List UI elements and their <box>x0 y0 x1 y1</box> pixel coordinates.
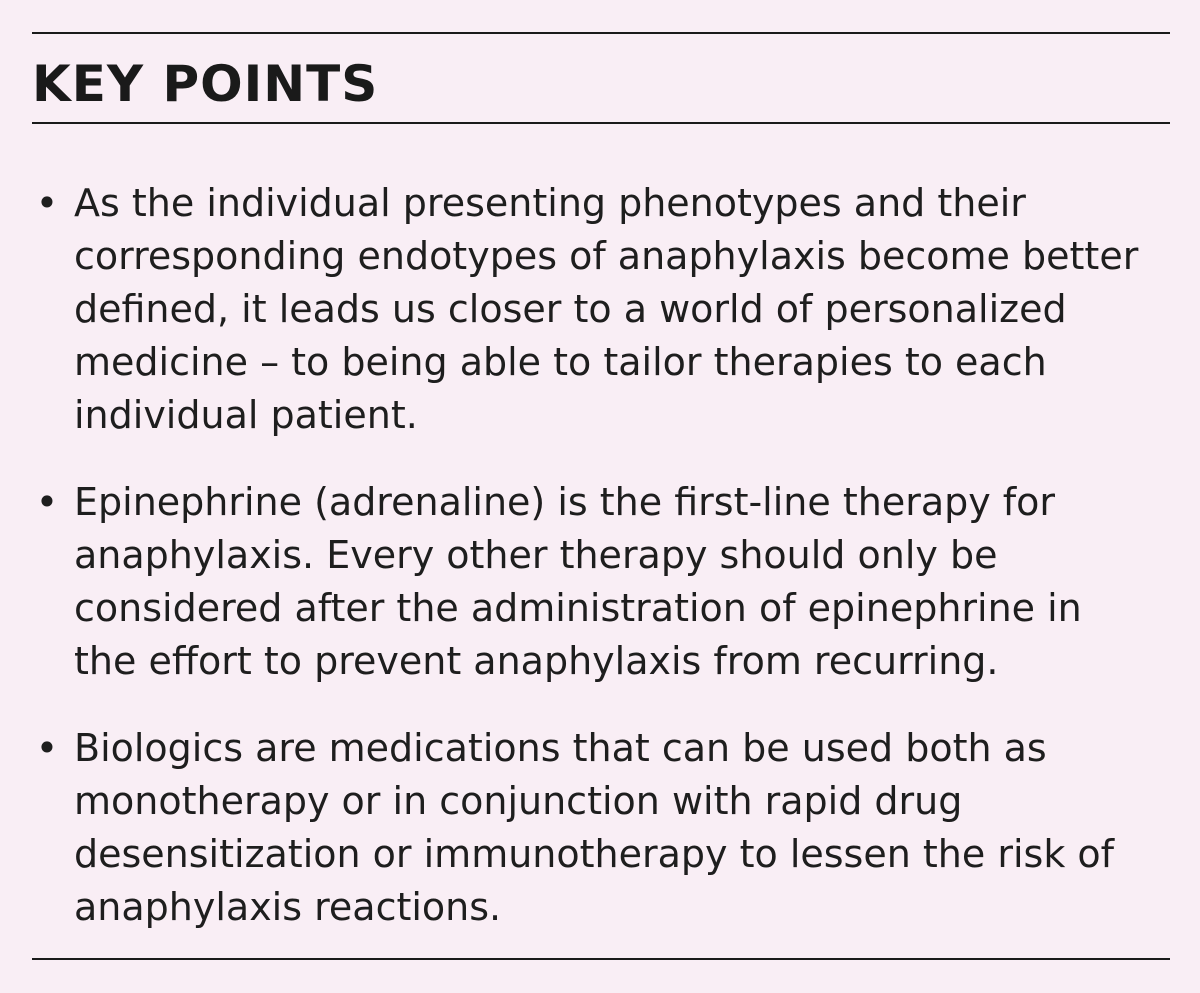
bullet-icon: • <box>35 181 59 225</box>
text-line: medicine – to being able to tailor therapies to each <box>74 340 1047 384</box>
key-point-1 <box>32 177 1170 442</box>
bullet-icon: • <box>35 726 59 770</box>
text-line: defined, it leads us closer to a world of personalized <box>74 287 1067 331</box>
key-point-2-text <box>74 476 1170 688</box>
heading-rule <box>32 122 1170 124</box>
text-line: individual patient. <box>74 393 418 437</box>
text-line: Biologics are medications that can be used both as <box>74 726 1047 770</box>
top-rule <box>32 32 1170 34</box>
key-points-heading: KEY POINTS <box>32 55 379 113</box>
text-line: monotherapy or in conjunction with rapid drug <box>74 779 963 823</box>
key-points-box <box>32 32 1170 960</box>
bottom-rule <box>32 958 1170 960</box>
text-line: considered after the administration of epinephrine in <box>74 586 1082 630</box>
text-line: desensitization or immunotherapy to lessen the risk of <box>74 832 1115 876</box>
text-line: As the individual presenting phenotypes and their <box>74 181 1026 225</box>
text-line: anaphylaxis reactions. <box>74 885 502 929</box>
key-point-3-text <box>74 722 1170 934</box>
text-line: Epinephrine (adrenaline) is the first-line therapy for <box>74 480 1056 524</box>
bullet-icon: • <box>35 480 59 524</box>
text-line: anaphylaxis. Every other therapy should only be <box>74 533 998 577</box>
key-point-2 <box>32 476 1170 688</box>
key-point-1-text <box>74 177 1170 442</box>
key-points-list <box>32 177 1170 968</box>
text-line: corresponding endotypes of anaphylaxis become better <box>74 234 1139 278</box>
key-point-3 <box>32 722 1170 934</box>
text-line: the effort to prevent anaphylaxis from recurring. <box>74 639 999 683</box>
